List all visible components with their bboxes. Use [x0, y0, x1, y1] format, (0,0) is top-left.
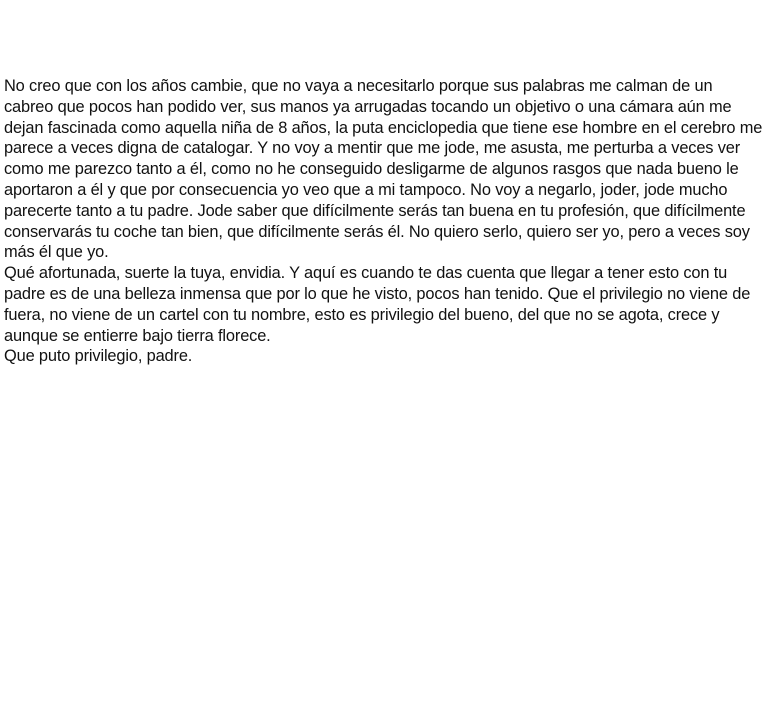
paragraph-1: No creo que con los años cambie, que no vaya a necesitarlo porque sus palabras me calman de un cabreo que pocos han podido ver, sus manos ya arrugadas tocando un objetivo o una cámara aún me dejan fascinada como aquella niña de 8 años, la puta enciclopedia que tiene ese hombre en el cerebro me parece a veces digna de catalogar. Y no voy a mentir que me jode, me asusta, me perturba a veces ver como me parezco tanto a él, como no he conseguido desligarme de algunos rasgos que nada bueno le aportaron a él y que por consecuencia yo veo que a mi tampoco. No voy a negarlo, joder, jode mucho parecerte tanto a tu padre. Jode saber que difícilmente serás tan buena en tu profesión, que difícilmente conservarás tu coche tan bien, que difícilmente serás él. No quiero serlo, quiero ser yo, pero a veces soy más él que yo. [4, 77, 763, 262]
document-body [4, 76, 766, 367]
paragraph-2: Qué afortunada, suerte la tuya, envidia. Y aquí es cuando te das cuenta que llegar a tener esto con tu padre es de una belleza inmensa que por lo que he visto, pocos han tenido. Que el privilegio no viene de fuera, no viene de un cartel con tu nombre, esto es privilegio del bueno, del que no se agota, crece y aunque se entierre bajo tierra florece. [4, 264, 751, 345]
paragraph-3: Que puto privilegio, padre. [4, 347, 193, 366]
